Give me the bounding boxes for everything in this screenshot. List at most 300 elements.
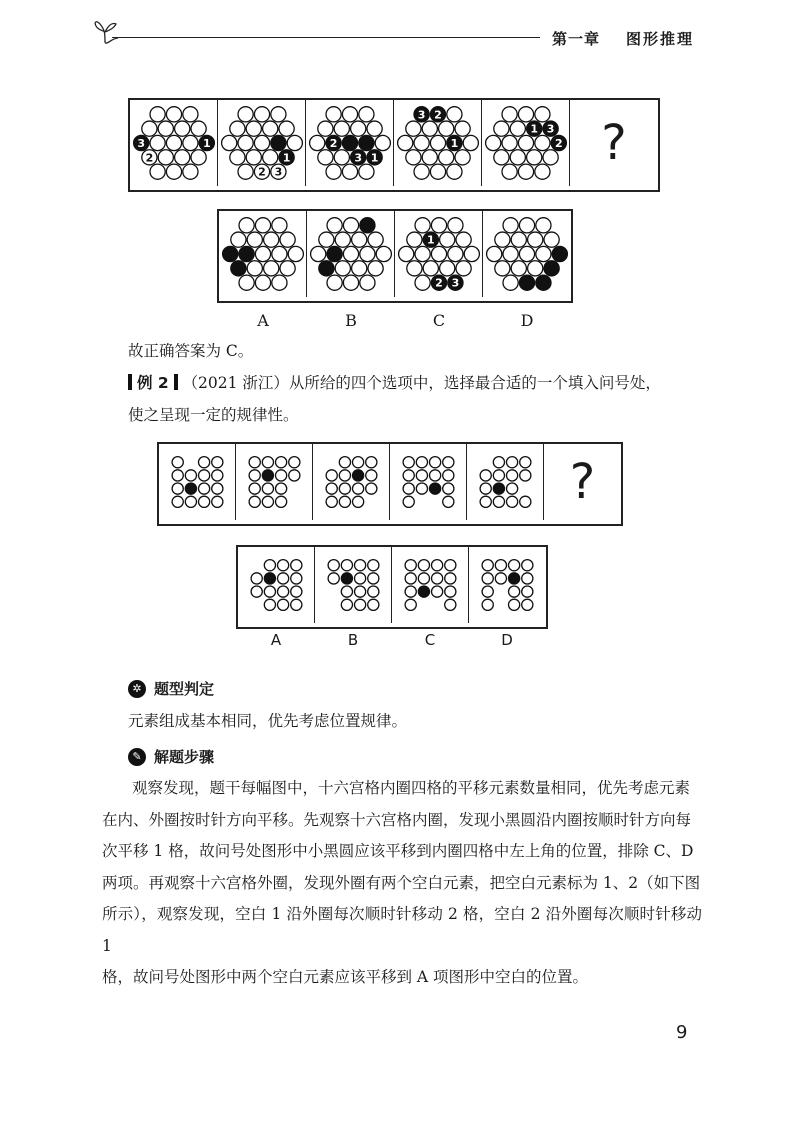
white-circle [518,135,533,150]
black-dot [353,470,364,481]
white-circle [440,232,455,247]
example1-option-label-a: A [257,311,269,330]
example2-option-cell [315,547,392,623]
white-circle [311,246,326,261]
black-dot [430,483,441,494]
white-dot [339,483,350,494]
example2-option-label-a: A [270,631,282,649]
white-circle [334,121,349,136]
white-circle [360,246,375,261]
black-circle [223,246,238,261]
white-circle [430,135,445,150]
white-dot [172,470,183,481]
paragraph-line: 两项。再观察十六宫格外圈，发现外圈有两个空白元素，把空白元素标为 1、2（如下图 [102,873,701,892]
white-circle [456,232,471,247]
white-dot [480,483,491,494]
circle-number: 3 [137,137,146,150]
white-circle [231,232,246,247]
example1-option-cell [219,211,307,297]
black-circle [536,275,551,290]
white-circle [183,164,198,179]
example2-option-figure [238,547,315,623]
white-dot [368,573,379,584]
example1-question-cell [306,100,394,186]
white-dot [507,483,518,494]
white-dot [368,560,379,571]
white-circle [487,246,502,261]
white-circle [503,218,518,233]
white-circle [239,218,254,233]
white-circle [230,121,245,136]
example2-question-cell [313,444,390,520]
white-circle [528,232,543,247]
example2-question-figure [313,444,390,520]
paragraph-line: 次平移 1 格，故问号处图形中小黑圆应该平移到内圈四格中左上角的位置，排除 C、D [102,842,694,860]
white-circle [191,150,206,165]
white-circle [518,107,533,122]
white-circle [254,107,269,122]
white-dot [368,599,379,610]
white-dot [199,483,210,494]
white-circle [455,150,470,165]
white-dot [355,560,366,571]
white-circle [367,121,382,136]
white-dot [445,560,456,571]
white-dot [493,470,504,481]
white-dot [185,496,196,507]
white-dot [507,496,518,507]
white-circle [439,150,454,165]
white-dot [339,496,350,507]
white-dot [276,470,287,481]
label-bar-left [128,374,132,390]
example1-question-row [128,98,660,192]
example2-question [128,367,708,399]
example2-option-label-d: D [501,631,513,649]
paragraph-line: 格，故问号处图形中两个空白元素应该平移到 A 项图形中空白的位置。 [102,968,589,986]
white-dot [262,483,273,494]
example2-question-cell [159,444,236,520]
white-dot [403,496,414,507]
white-circle [175,150,190,165]
white-circle [272,246,287,261]
white-dot [328,573,339,584]
white-circle [528,261,543,276]
black-circle [359,135,374,150]
example2-source: （2021 浙江） [182,374,289,392]
white-circle [430,164,445,179]
white-dot [278,573,289,584]
circle-number: 2 [434,108,442,122]
white-dot [482,573,493,584]
label-bar-right [174,374,178,390]
white-circle [263,150,278,165]
white-circle [431,218,446,233]
white-dot [405,573,416,584]
example1-option-figure [219,211,307,297]
white-dot [509,560,520,571]
white-dot [403,457,414,468]
white-circle [464,246,479,261]
white-circle [166,164,181,179]
example2-question-figure [236,444,313,520]
chapter-label: 第一章 [552,30,601,48]
white-circle [502,164,517,179]
white-circle [351,121,366,136]
white-circle [247,261,262,276]
white-dot [264,560,275,571]
example2-label: 例 2 [136,374,169,392]
black-circle [552,246,567,261]
circle-number: 3 [354,151,363,165]
white-dot [522,573,533,584]
white-circle [342,107,357,122]
white-dot [341,560,352,571]
white-dot [326,470,337,481]
white-circle [511,261,526,276]
white-circle [359,107,374,122]
circle-number: 3 [546,122,555,136]
white-dot [262,496,273,507]
white-dot [289,457,300,468]
white-dot [276,483,287,494]
example1-question-figure [218,100,306,186]
circle-number: 1 [370,151,379,165]
white-circle [486,135,501,150]
white-dot [418,573,429,584]
white-dot [520,457,531,468]
white-circle [142,121,157,136]
white-circle [255,246,270,261]
example2-option-label-c: C [424,631,436,649]
example1-question-cell [394,100,482,186]
circle-number: 1 [282,151,291,165]
white-circle [238,135,253,150]
white-circle [352,232,367,247]
black-circle [342,135,357,150]
white-circle [503,246,518,261]
example1-question-cell [130,100,218,186]
white-dot [403,483,414,494]
white-dot [493,496,504,507]
white-dot [445,599,456,610]
section-type-text: 元素组成基本相同，优先考虑位置规律。 [128,712,408,730]
white-dot [291,560,302,571]
chapter-title: 图形推理 [626,30,695,48]
white-circle [495,261,510,276]
example1-question-cell [218,100,306,186]
example2-question-cell [467,444,544,520]
white-dot [509,599,520,610]
white-circle [406,121,421,136]
page-number: 9 [676,1022,688,1043]
white-dot [366,483,377,494]
white-circle [375,135,390,150]
white-circle [334,150,349,165]
white-circle [222,135,237,150]
white-circle [247,232,262,247]
white-dot [522,560,533,571]
white-circle [166,107,181,122]
white-circle [448,246,463,261]
circle-number: 1 [202,137,211,150]
example2-option-figure [469,547,546,623]
white-circle [543,150,558,165]
example1-options-row [217,209,573,303]
white-dot [291,586,302,597]
circle-number: 2 [329,137,338,150]
white-circle [335,261,350,276]
example1-question-cell [482,100,570,186]
white-circle [255,218,270,233]
white-dot [339,470,350,481]
white-circle [502,135,517,150]
example1-option-cell [307,211,395,297]
white-dot [264,599,275,610]
section-steps-heading [128,746,214,767]
white-circle [255,275,270,290]
white-dot [212,483,223,494]
example2-question-figure [159,444,236,520]
example1-option-label-b: B [345,311,357,330]
white-circle [272,275,287,290]
white-dot [199,470,210,481]
white-circle [455,121,470,136]
white-dot [172,496,183,507]
white-circle [342,164,357,179]
white-dot [278,560,289,571]
white-circle [183,107,198,122]
example2-option-cell [469,547,546,623]
white-dot [405,560,416,571]
paragraph-line: 在内、外圈按时针方向平移。先观察十六宫格内圈，发现小黑圆沿内圈按顺时针方向每 [102,810,692,829]
black-circle [360,218,375,233]
white-circle [359,164,374,179]
circle-number: 1 [450,137,459,150]
white-dot [276,457,287,468]
white-dot [212,470,223,481]
white-circle [335,232,350,247]
white-circle [398,135,413,150]
white-circle [326,164,341,179]
white-circle [360,275,375,290]
white-dot [249,470,260,481]
white-dot [326,496,337,507]
white-dot [403,470,414,481]
white-circle [368,232,383,247]
white-circle [503,275,518,290]
white-circle [158,121,173,136]
white-dot [482,586,493,597]
white-circle [343,275,358,290]
leaf-icon [92,16,118,44]
section-steps-paragraph [102,773,702,994]
black-circle [319,261,334,276]
circle-number: 3 [274,165,283,179]
white-dot [264,586,275,597]
white-dot [495,573,506,584]
white-circle [310,135,325,150]
white-circle [287,135,302,150]
white-dot [185,470,196,481]
white-dot [353,457,364,468]
white-circle [272,218,287,233]
black-circle [239,246,254,261]
white-circle [519,246,534,261]
example1-option-cell [483,211,571,297]
white-circle [414,135,429,150]
white-circle [327,218,342,233]
white-dot [482,560,493,571]
example2-option-figure [392,547,469,623]
question-mark-cell [544,444,621,520]
white-circle [414,164,429,179]
example1-question-figure [130,100,218,186]
white-dot [520,470,531,481]
white-circle [440,261,455,276]
white-circle [318,150,333,165]
black-dot [264,573,275,584]
white-dot [405,586,416,597]
white-circle [191,121,206,136]
white-dot [443,470,454,481]
white-dot [289,470,300,481]
white-circle [511,232,526,247]
example1-option-cell [395,211,483,297]
white-circle [422,121,437,136]
example2-question-figure [390,444,467,520]
white-dot [432,586,443,597]
white-dot [432,573,443,584]
section-type-heading [128,678,214,699]
white-circle [407,232,422,247]
white-dot [353,496,364,507]
black-dot [341,573,352,584]
example2-question-cell [390,444,467,520]
black-dot [185,483,196,494]
white-circle [422,150,437,165]
example2-question-line1: 从所给的四个选项中，选择最合适的一个填入问号处， [288,374,661,392]
white-dot [355,573,366,584]
circle-number: 2 [258,165,266,179]
white-circle [352,261,367,276]
black-circle [231,261,246,276]
white-circle [246,121,261,136]
example2-question-line2: 使之呈现一定的规律性。 [128,406,299,424]
white-circle [448,218,463,233]
white-dot [249,496,260,507]
white-circle [536,246,551,261]
header-rule [112,37,540,38]
white-circle [510,121,525,136]
circle-number: 2 [554,137,563,150]
circle-number: 1 [530,122,539,136]
black-dot [262,470,273,481]
white-circle [376,246,391,261]
black-dot [493,483,504,494]
white-circle [494,121,509,136]
white-circle [407,261,422,276]
white-circle [327,275,342,290]
question-mark: ? [569,454,596,510]
white-dot [522,586,533,597]
white-dot [443,457,454,468]
white-dot [416,457,427,468]
gear-icon: ✲ [128,680,146,698]
white-dot [172,483,183,494]
white-circle [368,261,383,276]
white-dot [339,457,350,468]
white-circle [431,246,446,261]
example1-option-label-c: C [432,311,446,330]
white-circle [494,150,509,165]
example2-option-cell [238,547,315,623]
white-circle [527,150,542,165]
black-dot [418,586,429,597]
white-circle [519,218,534,233]
white-dot [291,599,302,610]
example2-option-cell [392,547,469,623]
white-dot [341,586,352,597]
white-circle [239,275,254,290]
black-circle [327,246,342,261]
white-circle [535,107,550,122]
white-circle [264,232,279,247]
white-circle [238,164,253,179]
white-circle [510,150,525,165]
white-circle [536,218,551,233]
circle-number: 2 [435,276,443,290]
white-dot [251,586,262,597]
white-dot [366,470,377,481]
question-mark: ? [601,115,627,171]
white-dot [480,470,491,481]
white-dot [405,599,416,610]
white-dot [278,586,289,597]
white-circle [288,246,303,261]
white-dot [432,560,443,571]
white-circle [544,232,559,247]
white-dot [522,599,533,610]
white-dot [278,599,289,610]
white-dot [430,470,441,481]
white-dot [416,483,427,494]
white-circle [271,107,286,122]
white-dot [249,457,260,468]
white-circle [150,107,165,122]
white-dot [493,457,504,468]
white-dot [355,599,366,610]
white-circle [280,232,295,247]
white-dot [520,496,531,507]
white-circle [518,164,533,179]
white-circle [166,135,181,150]
white-dot [366,457,377,468]
white-dot [445,573,456,584]
white-circle [175,121,190,136]
white-circle [150,164,165,179]
white-circle [183,135,198,150]
example1-question-figure [306,100,394,186]
white-dot [291,573,302,584]
section-type-title: 题型判定 [154,680,215,698]
white-circle [280,261,295,276]
white-circle [150,135,165,150]
white-circle [254,135,269,150]
white-circle [415,275,430,290]
white-circle [535,164,550,179]
pencil-icon: ✎ [128,748,146,766]
